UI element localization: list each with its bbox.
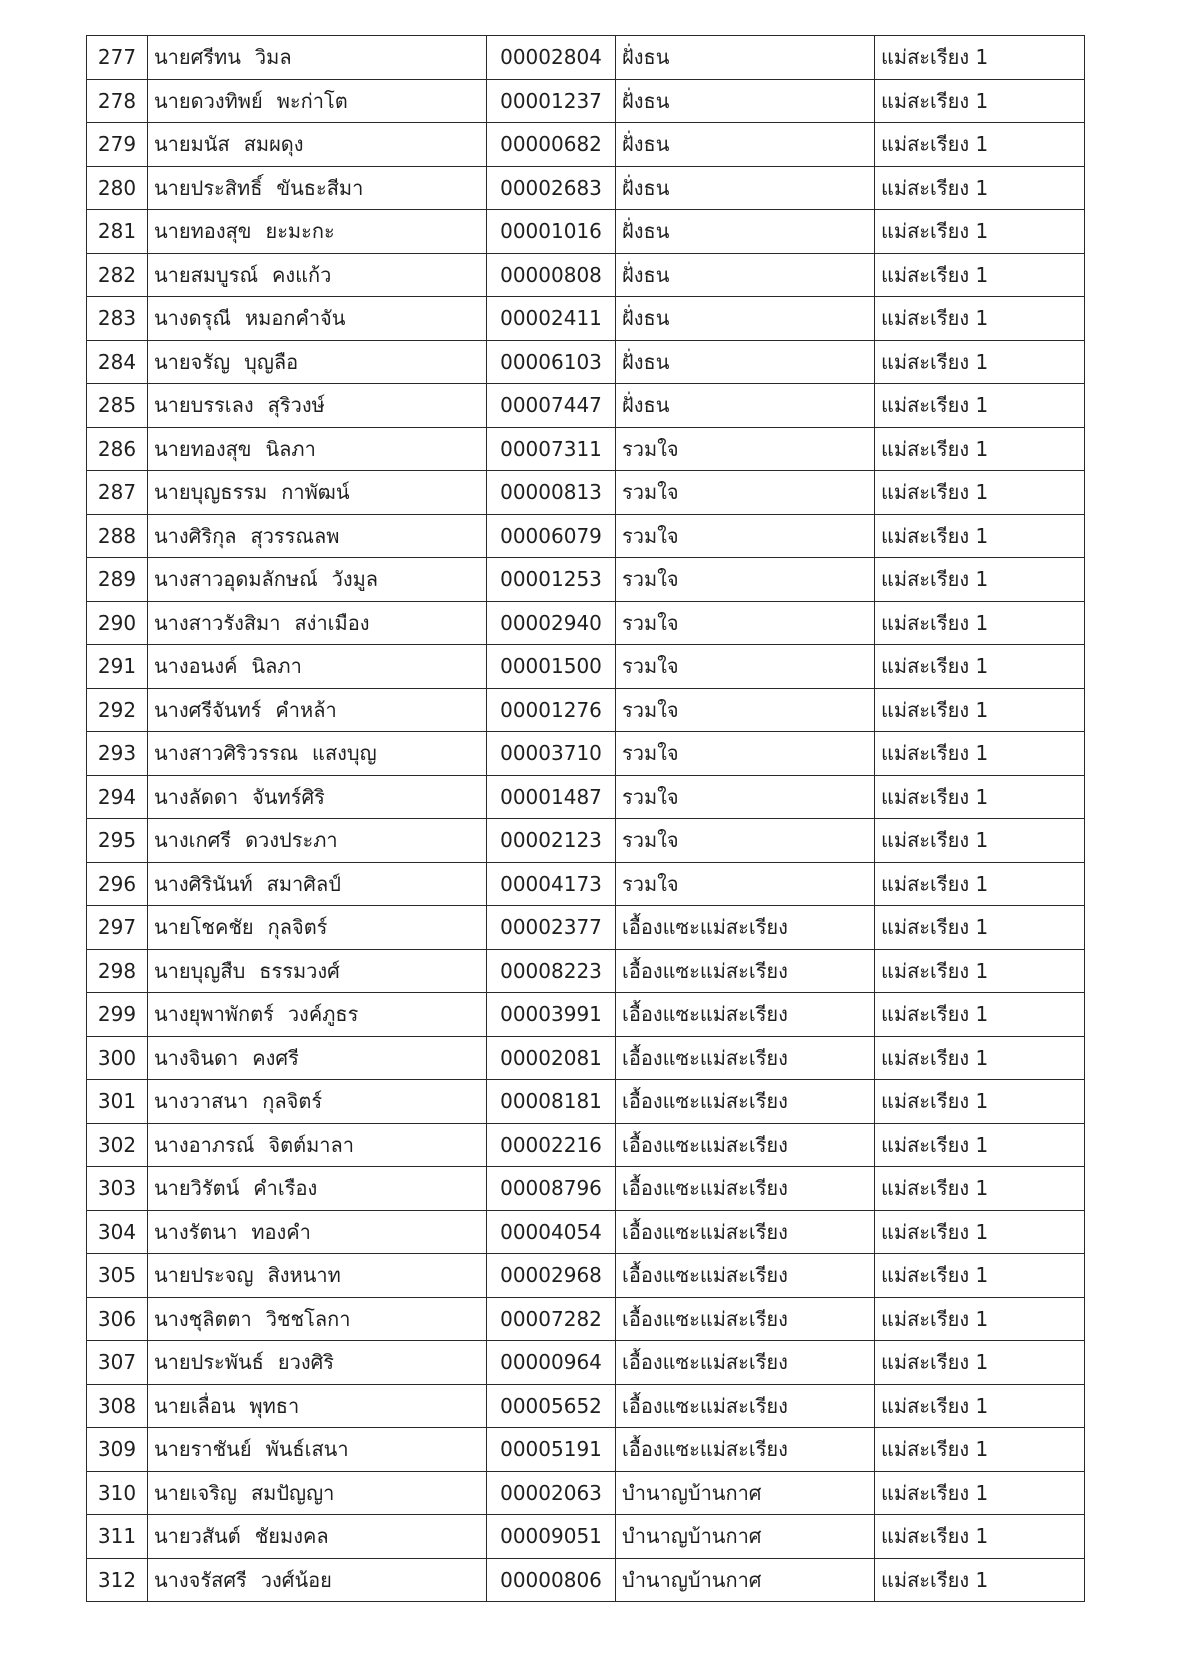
full-name-cell [148, 558, 487, 602]
full-name-cell [148, 427, 487, 471]
row-number: 291 [87, 645, 148, 689]
table-row [87, 1558, 1085, 1602]
member-id: 00001253 [487, 558, 616, 602]
full-name-cell [148, 775, 487, 819]
table-row [87, 1254, 1085, 1298]
full-name-cell [148, 1558, 487, 1602]
row-number: 280 [87, 166, 148, 210]
table-row [87, 949, 1085, 993]
last-name: กุลจิตร์ [267, 915, 328, 940]
full-name-cell [148, 79, 487, 123]
village-name: เอื้องแซะแม่สะเรียง [616, 993, 875, 1037]
member-id: 00003710 [487, 732, 616, 776]
row-number: 311 [87, 1515, 148, 1559]
village-name: เอื้องแซะแม่สะเรียง [616, 1297, 875, 1341]
member-id: 00003991 [487, 993, 616, 1037]
unit-name: แม่สะเรียง 1 [875, 1341, 1085, 1385]
table-row [87, 297, 1085, 341]
unit-name: แม่สะเรียง 1 [875, 1558, 1085, 1602]
full-name-cell [148, 253, 487, 297]
first-name: นางศรีจันทร์ [154, 697, 262, 722]
row-number: 292 [87, 688, 148, 732]
table-row [87, 819, 1085, 863]
village-name: รวมใจ [616, 775, 875, 819]
member-id: 00000806 [487, 1558, 616, 1602]
row-number: 310 [87, 1471, 148, 1515]
row-number: 278 [87, 79, 148, 123]
row-number: 301 [87, 1080, 148, 1124]
full-name-cell [148, 471, 487, 515]
table-row [87, 1384, 1085, 1428]
unit-name: แม่สะเรียง 1 [875, 514, 1085, 558]
row-number: 299 [87, 993, 148, 1037]
unit-name: แม่สะเรียง 1 [875, 819, 1085, 863]
table-row [87, 210, 1085, 254]
row-number: 303 [87, 1167, 148, 1211]
last-name: วิมล [254, 45, 292, 70]
first-name: นายประสิทธิ์ [154, 175, 263, 200]
row-number: 279 [87, 123, 148, 167]
table-row [87, 166, 1085, 210]
last-name: สมปัญญา [250, 1480, 335, 1505]
village-name: รวมใจ [616, 688, 875, 732]
member-id: 00000964 [487, 1341, 616, 1385]
unit-name: แม่สะเรียง 1 [875, 1210, 1085, 1254]
village-name: เอื้องแซะแม่สะเรียง [616, 1384, 875, 1428]
village-name: รวมใจ [616, 732, 875, 776]
village-name: เอื้องแซะแม่สะเรียง [616, 1341, 875, 1385]
village-name: ฝั่งธน [616, 340, 875, 384]
village-name: เอื้องแซะแม่สะเรียง [616, 1123, 875, 1167]
row-number: 300 [87, 1036, 148, 1080]
unit-name: แม่สะเรียง 1 [875, 36, 1085, 80]
member-id: 00007311 [487, 427, 616, 471]
member-id: 00002968 [487, 1254, 616, 1298]
member-id: 00002216 [487, 1123, 616, 1167]
row-number: 308 [87, 1384, 148, 1428]
village-name: เอื้องแซะแม่สะเรียง [616, 1080, 875, 1124]
row-number: 285 [87, 384, 148, 428]
full-name-cell [148, 1254, 487, 1298]
member-id: 00001500 [487, 645, 616, 689]
unit-name: แม่สะเรียง 1 [875, 471, 1085, 515]
first-name: นายบรรเลง [154, 393, 254, 418]
village-name: เอื้องแซะแม่สะเรียง [616, 1210, 875, 1254]
member-id: 00007282 [487, 1297, 616, 1341]
unit-name: แม่สะเรียง 1 [875, 1471, 1085, 1515]
member-id: 00002940 [487, 601, 616, 645]
row-number: 295 [87, 819, 148, 863]
full-name-cell [148, 384, 487, 428]
village-name: เอื้องแซะแม่สะเรียง [616, 1036, 875, 1080]
table-body [87, 36, 1085, 1602]
table-row [87, 1428, 1085, 1472]
unit-name: แม่สะเรียง 1 [875, 906, 1085, 950]
first-name: นายมนัส [154, 132, 230, 157]
table-row [87, 253, 1085, 297]
table-row [87, 906, 1085, 950]
full-name-cell [148, 123, 487, 167]
last-name: นิลภา [265, 436, 316, 461]
row-number: 302 [87, 1123, 148, 1167]
table-row [87, 1123, 1085, 1167]
full-name-cell [148, 993, 487, 1037]
table-row [87, 36, 1085, 80]
member-id: 00009051 [487, 1515, 616, 1559]
first-name: นายทองสุข [154, 219, 252, 244]
table-row [87, 1471, 1085, 1515]
last-name: พุทธา [249, 1393, 300, 1418]
unit-name: แม่สะเรียง 1 [875, 732, 1085, 776]
member-id: 00002063 [487, 1471, 616, 1515]
last-name: กาพัฒน์ [281, 480, 350, 505]
member-id: 00007447 [487, 384, 616, 428]
unit-name: แม่สะเรียง 1 [875, 601, 1085, 645]
row-number: 283 [87, 297, 148, 341]
member-id: 00002411 [487, 297, 616, 341]
full-name-cell [148, 688, 487, 732]
member-id: 00002123 [487, 819, 616, 863]
last-name: ชัยมงคล [254, 1524, 329, 1549]
member-id: 00001016 [487, 210, 616, 254]
table-row [87, 1036, 1085, 1080]
unit-name: แม่สะเรียง 1 [875, 688, 1085, 732]
member-id: 00000813 [487, 471, 616, 515]
table-row [87, 993, 1085, 1037]
full-name-cell [148, 1384, 487, 1428]
first-name: นางสาวรังสิมา [154, 610, 281, 635]
last-name: วงศ์น้อย [260, 1567, 332, 1592]
full-name-cell [148, 1297, 487, 1341]
last-name: สง่าเมือง [294, 610, 370, 635]
last-name: หมอกคำจัน [244, 306, 346, 331]
last-name: ยวงศิริ [277, 1350, 335, 1375]
row-number: 288 [87, 514, 148, 558]
village-name: รวมใจ [616, 645, 875, 689]
full-name-cell [148, 1210, 487, 1254]
full-name-cell [148, 340, 487, 384]
unit-name: แม่สะเรียง 1 [875, 949, 1085, 993]
full-name-cell [148, 732, 487, 776]
table-row [87, 1080, 1085, 1124]
last-name: ดวงประภา [245, 828, 338, 853]
unit-name: แม่สะเรียง 1 [875, 1297, 1085, 1341]
member-id: 00002804 [487, 36, 616, 80]
member-id: 00005191 [487, 1428, 616, 1472]
last-name: คงแก้ว [272, 262, 332, 287]
member-id: 00006103 [487, 340, 616, 384]
unit-name: แม่สะเรียง 1 [875, 1123, 1085, 1167]
unit-name: แม่สะเรียง 1 [875, 1080, 1085, 1124]
first-name: นางศิริกุล [154, 523, 237, 548]
row-number: 289 [87, 558, 148, 602]
row-number: 304 [87, 1210, 148, 1254]
first-name: นายวิรัตน์ [154, 1176, 240, 1201]
row-number: 309 [87, 1428, 148, 1472]
member-id: 00004173 [487, 862, 616, 906]
full-name-cell [148, 1341, 487, 1385]
first-name: นางดรุณี [154, 306, 231, 331]
last-name: สมาศิลป์ [266, 871, 341, 896]
village-name: รวมใจ [616, 558, 875, 602]
unit-name: แม่สะเรียง 1 [875, 1167, 1085, 1211]
village-name: รวมใจ [616, 819, 875, 863]
full-name-cell [148, 166, 487, 210]
first-name: นายโชคชัย [154, 915, 254, 940]
first-name: นางวาสนา [154, 1089, 249, 1114]
first-name: นายบุญธรรม [154, 480, 268, 505]
full-name-cell [148, 1167, 487, 1211]
full-name-cell [148, 645, 487, 689]
last-name: พะก่าโต [276, 88, 348, 113]
first-name: นายประจญ [154, 1263, 254, 1288]
first-name: นางจรัสศรี [154, 1567, 247, 1592]
last-name: วิชชโลกา [265, 1306, 351, 1331]
row-number: 281 [87, 210, 148, 254]
row-number: 306 [87, 1297, 148, 1341]
first-name: นายทองสุข [154, 436, 252, 461]
village-name: เอื้องแซะแม่สะเรียง [616, 949, 875, 993]
table-row [87, 601, 1085, 645]
table-row [87, 1210, 1085, 1254]
full-name-cell [148, 906, 487, 950]
village-name: เอื้องแซะแม่สะเรียง [616, 906, 875, 950]
unit-name: แม่สะเรียง 1 [875, 1515, 1085, 1559]
table-row [87, 1515, 1085, 1559]
last-name: คำเรือง [253, 1176, 318, 1201]
village-name: บำนาญบ้านกาศ [616, 1471, 875, 1515]
table-row [87, 862, 1085, 906]
table-row [87, 688, 1085, 732]
first-name: นางสาวศิริวรรณ [154, 741, 299, 766]
last-name: คงศรี [252, 1045, 299, 1070]
row-number: 296 [87, 862, 148, 906]
member-id: 00006079 [487, 514, 616, 558]
table-row [87, 645, 1085, 689]
member-id: 00002683 [487, 166, 616, 210]
first-name: นางยุพาพักตร์ [154, 1002, 274, 1027]
row-number: 290 [87, 601, 148, 645]
full-name-cell [148, 514, 487, 558]
table-row [87, 384, 1085, 428]
unit-name: แม่สะเรียง 1 [875, 1428, 1085, 1472]
full-name-cell [148, 1471, 487, 1515]
table-row [87, 471, 1085, 515]
table-row [87, 732, 1085, 776]
village-name: ฝั่งธน [616, 384, 875, 428]
unit-name: แม่สะเรียง 1 [875, 993, 1085, 1037]
last-name: สมผดุง [243, 132, 304, 157]
member-id: 00000682 [487, 123, 616, 167]
unit-name: แม่สะเรียง 1 [875, 645, 1085, 689]
last-name: ธรรมวงศ์ [259, 958, 340, 983]
village-name: ฝั่งธน [616, 166, 875, 210]
last-name: ขันธะสีมา [276, 175, 364, 200]
row-number: 307 [87, 1341, 148, 1385]
member-id: 00004054 [487, 1210, 616, 1254]
last-name: นิลภา [251, 654, 302, 679]
row-number: 297 [87, 906, 148, 950]
member-id: 00001487 [487, 775, 616, 819]
last-name: จันทร์ศิริ [252, 784, 325, 809]
unit-name: แม่สะเรียง 1 [875, 253, 1085, 297]
village-name: รวมใจ [616, 601, 875, 645]
row-number: 305 [87, 1254, 148, 1298]
unit-name: แม่สะเรียง 1 [875, 79, 1085, 123]
first-name: นายราชันย์ [154, 1437, 252, 1462]
village-name: เอื้องแซะแม่สะเรียง [616, 1254, 875, 1298]
last-name: สิงหนาท [267, 1263, 341, 1288]
unit-name: แม่สะเรียง 1 [875, 210, 1085, 254]
last-name: ทองคำ [251, 1219, 311, 1244]
full-name-cell [148, 210, 487, 254]
row-number: 286 [87, 427, 148, 471]
last-name: สุริวงษ์ [267, 393, 325, 418]
village-name: รวมใจ [616, 471, 875, 515]
first-name: นางอนงค์ [154, 654, 238, 679]
member-id: 00000808 [487, 253, 616, 297]
first-name: นางชุลิตตา [154, 1306, 252, 1331]
unit-name: แม่สะเรียง 1 [875, 1384, 1085, 1428]
unit-name: แม่สะเรียง 1 [875, 558, 1085, 602]
table-row [87, 558, 1085, 602]
row-number: 277 [87, 36, 148, 80]
village-name: รวมใจ [616, 862, 875, 906]
first-name: นางลัดดา [154, 784, 239, 809]
row-number: 282 [87, 253, 148, 297]
village-name: รวมใจ [616, 514, 875, 558]
first-name: นายดวงทิพย์ [154, 88, 263, 113]
member-id: 00005652 [487, 1384, 616, 1428]
last-name: พันธ์เสนา [265, 1437, 349, 1462]
village-name: เอื้องแซะแม่สะเรียง [616, 1428, 875, 1472]
unit-name: แม่สะเรียง 1 [875, 862, 1085, 906]
table-row [87, 1297, 1085, 1341]
full-name-cell [148, 297, 487, 341]
row-number: 312 [87, 1558, 148, 1602]
village-name: ฝั่งธน [616, 253, 875, 297]
first-name: นายศรีทน [154, 45, 241, 70]
full-name-cell [148, 862, 487, 906]
row-number: 287 [87, 471, 148, 515]
member-id: 00002377 [487, 906, 616, 950]
first-name: นางอาภรณ์ [154, 1132, 255, 1157]
member-id: 00008181 [487, 1080, 616, 1124]
last-name: วังมูล [331, 567, 379, 592]
village-name: รวมใจ [616, 427, 875, 471]
first-name: นายบุญสืบ [154, 958, 246, 983]
member-id: 00008796 [487, 1167, 616, 1211]
first-name: นายวสันต์ [154, 1524, 241, 1549]
member-id: 00001276 [487, 688, 616, 732]
member-id: 00008223 [487, 949, 616, 993]
full-name-cell [148, 949, 487, 993]
full-name-cell [148, 36, 487, 80]
village-name: เอื้องแซะแม่สะเรียง [616, 1167, 875, 1211]
row-number: 284 [87, 340, 148, 384]
village-name: ฝั่งธน [616, 123, 875, 167]
row-number: 294 [87, 775, 148, 819]
table-row [87, 79, 1085, 123]
village-name: ฝั่งธน [616, 297, 875, 341]
village-name: บำนาญบ้านกาศ [616, 1515, 875, 1559]
member-list-table [86, 35, 1085, 1602]
last-name: สุวรรณลพ [250, 523, 340, 548]
first-name: นางจินดา [154, 1045, 239, 1070]
full-name-cell [148, 1080, 487, 1124]
table-row [87, 775, 1085, 819]
full-name-cell [148, 1428, 487, 1472]
full-name-cell [148, 601, 487, 645]
table-row [87, 427, 1085, 471]
first-name: นายเจริญ [154, 1480, 237, 1505]
unit-name: แม่สะเรียง 1 [875, 1254, 1085, 1298]
table-row [87, 340, 1085, 384]
first-name: นายจรัญ [154, 349, 231, 374]
unit-name: แม่สะเรียง 1 [875, 297, 1085, 341]
first-name: นายสมบูรณ์ [154, 262, 259, 287]
first-name: นายประพันธ์ [154, 1350, 264, 1375]
full-name-cell [148, 1515, 487, 1559]
last-name: คำหล้า [275, 697, 337, 722]
table-row [87, 514, 1085, 558]
full-name-cell [148, 1036, 487, 1080]
member-id: 00001237 [487, 79, 616, 123]
row-number: 298 [87, 949, 148, 993]
last-name: กุลจิตร์ [262, 1089, 323, 1114]
unit-name: แม่สะเรียง 1 [875, 340, 1085, 384]
table-row [87, 1167, 1085, 1211]
member-id: 00002081 [487, 1036, 616, 1080]
unit-name: แม่สะเรียง 1 [875, 1036, 1085, 1080]
unit-name: แม่สะเรียง 1 [875, 166, 1085, 210]
unit-name: แม่สะเรียง 1 [875, 123, 1085, 167]
last-name: แสงบุญ [312, 741, 377, 766]
full-name-cell [148, 1123, 487, 1167]
last-name: บุญลือ [244, 349, 299, 374]
first-name: นางรัตนา [154, 1219, 238, 1244]
last-name: ยะมะกะ [265, 219, 335, 244]
village-name: ฝั่งธน [616, 36, 875, 80]
unit-name: แม่สะเรียง 1 [875, 384, 1085, 428]
first-name: นางเกศรี [154, 828, 232, 853]
last-name: จิตต์มาลา [268, 1132, 354, 1157]
table-row [87, 123, 1085, 167]
last-name: วงค์ภูธร [287, 1002, 359, 1027]
first-name: นางสาวอุดมลักษณ์ [154, 567, 318, 592]
first-name: นายเลื่อน [154, 1393, 236, 1418]
full-name-cell [148, 819, 487, 863]
village-name: บำนาญบ้านกาศ [616, 1558, 875, 1602]
unit-name: แม่สะเรียง 1 [875, 427, 1085, 471]
village-name: ฝั่งธน [616, 210, 875, 254]
village-name: ฝั่งธน [616, 79, 875, 123]
row-number: 293 [87, 732, 148, 776]
first-name: นางศิรินันท์ [154, 871, 253, 896]
unit-name: แม่สะเรียง 1 [875, 775, 1085, 819]
table-row [87, 1341, 1085, 1385]
